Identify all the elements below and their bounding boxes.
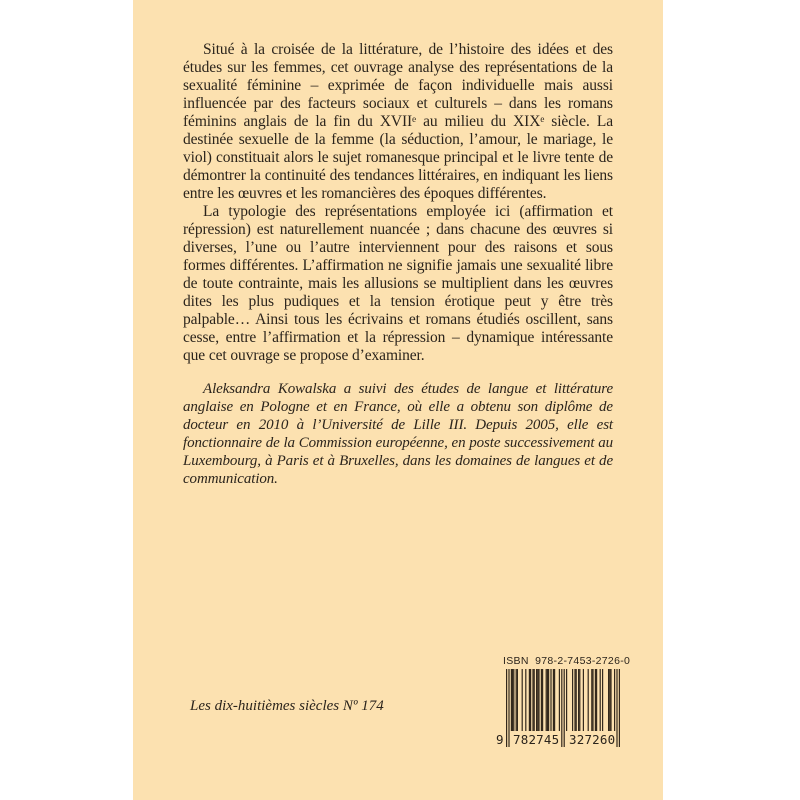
barcode-digit-group-3: 327260 [569,732,616,747]
synopsis [183,41,613,365]
isbn-number-label: ISBN 978-2-7453-2726-0 [503,655,631,667]
author-bio: Aleksandra Kowalska a suivi des études de langue et littérature anglaise en Pologne et en France, où elle a obtenu son diplôme de docteur en 2010 à l’Université de Lille III. Depuis 2005, elle est fonctionnaire de la Commission européenne, en poste successivement au Luxembourg, à Paris et à Bruxelles, dans les domaines de langues et de communication. [183,381,613,487]
book-back-cover [133,0,663,800]
barcode-bars-wrap [496,669,620,747]
synopsis-paragraph-1: Situé à la croisée de la littérature, de l’histoire des idées et des études sur les femmes, cet ouvrage analyse des représentations de la sexualité féminine – exprimée de façon individuelle mais aussi influencée par des facteurs sociaux et culturels – dans les romans féminins anglais de la fin du XVIIᵉ au milieu du XIXᵉ siècle. La destinée sexuelle de la femme (la séduction, l’amour, le mariage, le viol) constituait alors le sujet romanesque principal et le livre tente de démontrer la continuité des tendances littéraires, en indiquant les liens entre les œuvres et les romancières des époques différentes. [183,41,613,202]
barcode-digit-group-2: 782745 [513,732,560,747]
isbn-barcode [496,655,631,747]
synopsis-paragraph-2: La typologie des représentations employée ici (affirmation et répression) est naturellement nuancée ; dans chacune des œuvres si diverses, l’une ou l’autre interviennent pour des raisons et sous formes différentes. L’affirmation ne signifie jamais une sexualité libre de toute contrainte, mais les allusions se multiplient dans les œuvres dites les plus pudiques et la tension érotique peut y être très palpable… Ainsi tous les écrivains et romans étudiés oscillent, sans cesse, entre l’affirmation et la répression – dynamique intéressante que cet ouvrage se propose d’examiner. [183,203,613,364]
barcode-digit-group-1: 9 [496,732,504,747]
series-label: Les dix-huitièmes siècles Nº 174 [190,698,384,714]
